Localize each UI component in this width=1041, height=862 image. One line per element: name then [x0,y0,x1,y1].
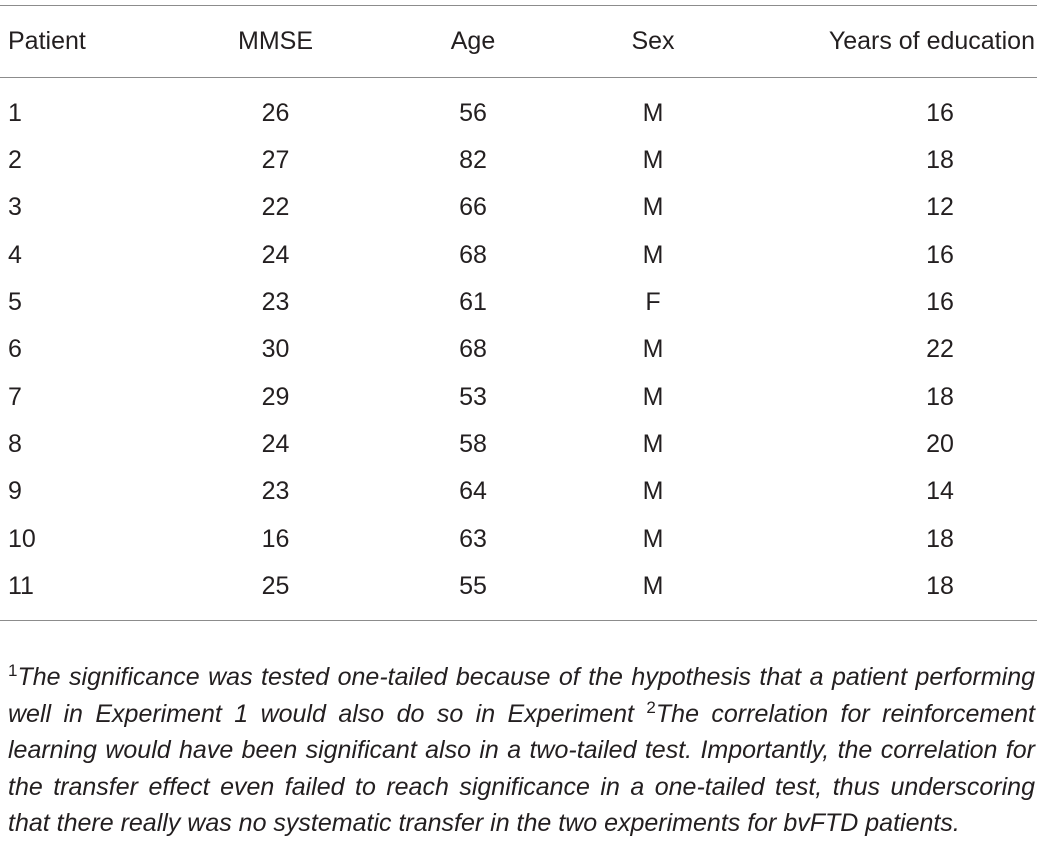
cell-mmse: 23 [261,288,290,317]
header-sex: Sex [631,27,675,55]
table-row [0,563,1037,621]
cell-mmse: 26 [261,99,290,127]
cell-years-of-education: 18 [926,382,954,411]
patient-table [0,5,1037,621]
cell-years-of-education: 16 [926,240,954,269]
cell-mmse: 29 [261,382,290,411]
cell-patient: 2 [8,146,22,175]
cell-years-of-education: 16 [926,288,954,317]
header-patient: Patient [8,27,86,55]
cell-patient: 5 [8,288,22,317]
footnote-text-1: The significance was tested one-tailed because of the hypothesis that a patient performing well in Experiment 1 would also do so in Experiment [8,663,1035,728]
cell-age: 63 [459,524,487,553]
table-header [0,6,1037,78]
cell-sex: F [645,288,661,317]
footnote-marker-1: 1 [8,661,18,680]
table-row [0,326,1037,373]
cell-age: 66 [459,193,487,222]
cell-sex: M [642,477,664,506]
cell-mmse: 16 [261,524,290,553]
table-row [0,468,1037,515]
cell-years-of-education: 18 [926,524,954,553]
cell-patient: 4 [8,240,22,269]
cell-sex: M [642,193,664,222]
cell-years-of-education: 14 [926,477,954,506]
footnote-marker-2: 2 [646,697,656,717]
cell-sex: M [642,335,664,364]
table-row [0,279,1037,326]
cell-patient: 8 [8,429,22,458]
header-years-of-education: Years of education [828,27,1035,55]
cell-mmse: 30 [261,335,290,364]
cell-years-of-education: 18 [926,571,954,600]
cell-sex: M [642,429,664,458]
header-mmse: MMSE [238,27,313,55]
cell-mmse: 27 [261,146,290,175]
cell-years-of-education: 12 [926,193,954,222]
cell-years-of-education: 16 [926,99,954,127]
table-row [0,515,1037,562]
cell-sex: M [642,382,664,411]
cell-patient: 10 [8,524,36,553]
header-age: Age [450,27,496,55]
cell-sex: M [642,99,664,127]
cell-age: 61 [459,288,487,317]
cell-sex: M [642,146,664,175]
table-footnote [8,659,1035,842]
cell-age: 55 [459,571,487,600]
cell-years-of-education: 22 [926,335,954,364]
cell-age: 56 [459,99,487,127]
cell-age: 53 [459,382,487,411]
cell-patient: 1 [8,99,22,127]
cell-sex: M [642,524,664,553]
cell-age: 68 [459,240,487,269]
cell-mmse: 24 [261,240,290,269]
cell-age: 58 [459,429,487,458]
cell-mmse: 22 [261,193,290,222]
table-row [0,137,1037,184]
cell-sex: M [642,571,664,600]
cell-age: 82 [459,146,487,175]
cell-patient: 11 [8,571,34,600]
header-row [0,6,1037,78]
table-row [0,421,1037,468]
cell-mmse: 23 [261,477,290,506]
cell-years-of-education: 18 [926,146,954,175]
footnote-text-2: The correlation for reinforcement learning would have been significant also in a two-tailed test. Importantly, the correlation for the transfer effect even failed to reach significance in a one-tailed test, thus underscoring that there really was no systematic transfer in the two experiments for bvFTD patients. [8,699,1035,837]
cell-patient: 9 [8,477,22,506]
cell-age: 68 [459,335,487,364]
table-row [0,232,1037,279]
cell-patient: 3 [8,193,22,222]
table-row [0,373,1037,420]
table-body [0,78,1037,621]
cell-years-of-education: 20 [926,429,954,458]
cell-sex: M [642,240,664,269]
cell-patient: 7 [8,382,22,411]
cell-patient: 6 [8,335,22,364]
cell-age: 64 [459,477,487,506]
cell-mmse: 25 [261,571,290,600]
table-row [0,78,1037,138]
cell-mmse: 24 [261,429,290,458]
table-row [0,184,1037,231]
